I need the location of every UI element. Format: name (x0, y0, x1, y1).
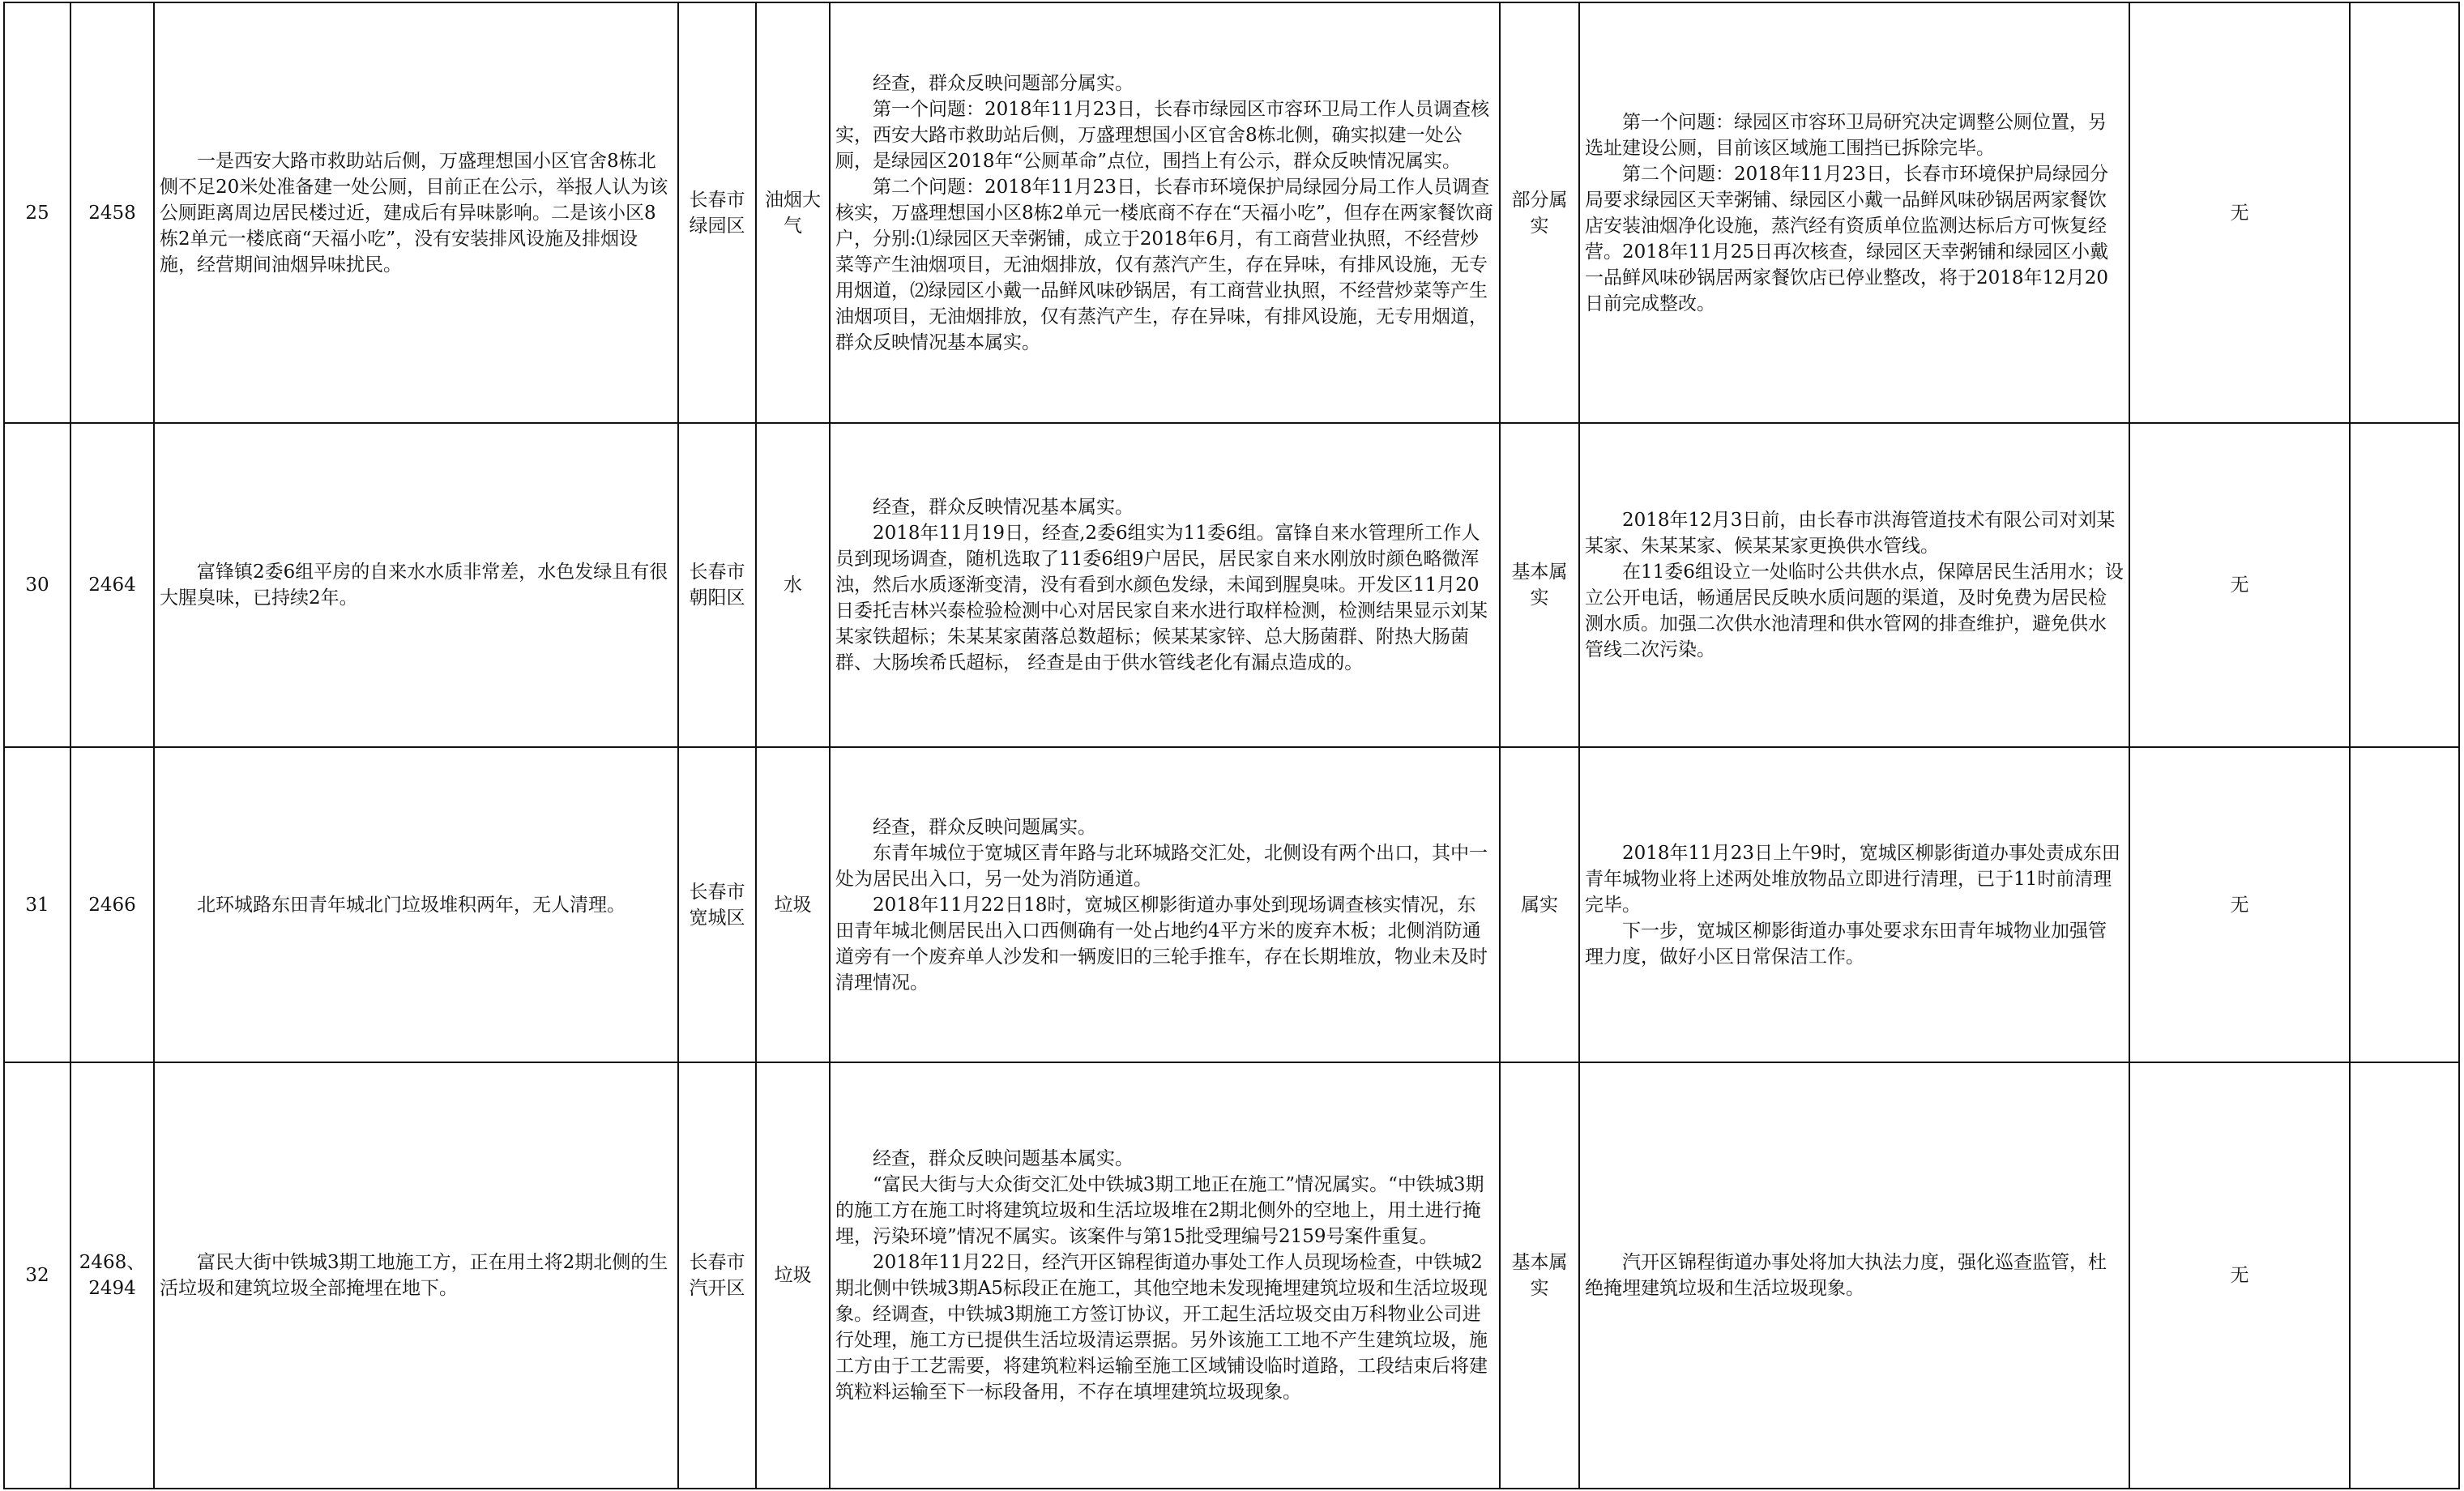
type-cell (756, 747, 830, 1062)
seq-cell: 30 (4, 423, 70, 747)
findings-paragraph: 经查，群众反映问题部分属实。 (873, 72, 1134, 94)
area-text: 长春市宽城区 (689, 881, 745, 929)
case-id-cell: 2468、2494 (70, 1062, 154, 1489)
findings-paragraph: 第二个问题：2018年11月23日，长春市环境保护局绿园分局工作人员调查核实，万盛理想国小区8栋2单元一楼底商不存在“天福小吃”，但存在两家餐饮商户，分别:⑴绿园区天幸粥铺，成立于2018年6月，有工商营业执照，不经营炒菜等产生油烟项目，无油烟排放，仅有蒸汽产生，存在异味，有排风设施，无专用烟道，⑵绿园区小戴一品鲜风味砂锅居，有工商营业执照，不经营炒菜等产生油烟项目，无油烟排放，仅有蒸汽产生，存在异味，有排风设施，无专用烟道，群众反映情况基本属实。 (835, 176, 1493, 353)
verdict-text: 基本属实 (1511, 1252, 1568, 1299)
findings-paragraph: 2018年11月19日，经查,2委6组实为11委6组。富锋自来水管理所工作人员到现场调查，随机选取了11委6组9户居民，居民家自来水刚放时颜色略微浑浊，然后水质逐渐变清，没有看到水颜色发绿，未闻到腥臭味。开发区11月20日委托吉林兴泰检验检测中心对居民家自来水进行取样检测，检测结果显示刘某某家铁超标；朱某某家菌落总数超标；候某某家锌、总大肠菌群、附热大肠菌群、大肠埃希氏超标， 经查是由于供水管线老化有漏点造成的。 (835, 523, 1488, 673)
actions-cell (1579, 1062, 2129, 1489)
findings-paragraph: 2018年11月22日，经汽开区锦程街道办事处工作人员现场检查，中铁城2期北侧中铁城3期A5标段正在施工，其他空地未发现掩埋建筑垃圾和生活垃圾现象。经调查，中铁城3期施工方签订协议，开工起生活垃圾交由万科物业公司进行处理，施工方已提供生活垃圾清运票据。另外该施工工地不产生建筑垃圾，施工方由于工艺需要，将建筑粒料运输至施工区域铺设临时道路，工段结束后将建筑粒料运输至下一标段备用，不存在填埋建筑垃圾现象。 (835, 1252, 1488, 1403)
complaint-cell (154, 2, 678, 423)
actions-paragraph: 汽开区锦程街道办事处将加大执法力度，强化巡查监管，杜绝掩埋建筑垃圾和生活垃圾现象。 (1585, 1252, 2107, 1299)
case-id-cell: 2458 (70, 2, 154, 423)
type-cell (756, 1062, 830, 1489)
seq-cell: 32 (4, 1062, 70, 1489)
area-cell (678, 1062, 756, 1489)
area-text: 长春市汽开区 (689, 1252, 745, 1299)
complaint-cell (154, 747, 678, 1062)
type-cell (756, 2, 830, 423)
findings-paragraph: 东青年城位于宽城区青年路与北环城路交汇处，北侧设有两个出口，其中一处为居民出入口，另一处为消防通道。 (835, 842, 1488, 890)
findings-paragraph: 第一个问题：2018年11月23日，长春市绿园区市容环卫局工作人员调查核实，西安大路市救助站后侧，万盛理想国小区官舍8栋北侧，确实拟建一处公厕，是绿园区2018年“公厕革命”点位，围挡上有公示，群众反映情况属实。 (835, 98, 1490, 172)
type-text: 水 (784, 575, 802, 596)
area-text: 长春市绿园区 (689, 189, 745, 237)
actions-paragraph: 在11委6组设立一处临时公共供水点，保障居民生活用水；设立公开电话，畅通居民反映水质问题的渠道，及时免费为居民检测水质。加强二次供水池清理和供水管网的排查维护，避免供水管线二次污染。 (1585, 562, 2124, 660)
area-text: 长春市朝阳区 (689, 562, 745, 609)
case-id-cell: 2466 (70, 747, 154, 1062)
complaint-cell (154, 1062, 678, 1489)
case-id-cell: 2464 (70, 423, 154, 747)
verdict-text: 属实 (1521, 894, 1558, 916)
accountability-cell: 无 (2129, 2, 2350, 423)
area-cell (678, 423, 756, 747)
findings-paragraph: 经查，群众反映问题基本属实。 (873, 1148, 1134, 1169)
verdict-cell (1500, 2, 1579, 423)
seq-cell: 25 (4, 2, 70, 423)
empty-cell (2350, 423, 2459, 747)
complaint-text: 一是西安大路市救助站后侧，万盛理想国小区官舍8栋北侧不足20米处准备建一处公厕，目前正在公示，举报人认为该公厕距离周边居民楼过近，建成后有异味影响。二是该小区8栋2单元一楼底商“天福小吃”，没有安装排风设施及排烟设施，经营期间油烟异味扰民。 (160, 150, 668, 276)
accountability-cell: 无 (2129, 747, 2350, 1062)
verdict-cell (1500, 423, 1579, 747)
type-text: 油烟大气 (765, 189, 821, 237)
accountability-cell: 无 (2129, 1062, 2350, 1489)
complaint-text: 北环城路东田青年城北门垃圾堆积两年，无人清理。 (197, 894, 626, 916)
empty-cell (2350, 1062, 2459, 1489)
findings-cell (830, 423, 1500, 747)
verdict-cell (1500, 747, 1579, 1062)
actions-cell (1579, 747, 2129, 1062)
seq-cell: 31 (4, 747, 70, 1062)
verdict-cell (1500, 1062, 1579, 1489)
actions-paragraph: 2018年11月23日上午9时，宽城区柳影街道办事处责成东田青年城物业将上述两处堆放物品立即进行清理，已于11时前清理完毕。 (1585, 842, 2120, 916)
findings-paragraph: 经查，群众反映情况基本属实。 (873, 497, 1134, 518)
complaint-cell (154, 423, 678, 747)
actions-paragraph: 2018年12月3日前，由长春市洪海管道技术有限公司对刘某某家、朱某某家、候某某家更换供水管线。 (1585, 510, 2116, 557)
area-cell (678, 2, 756, 423)
actions-cell (1579, 2, 2129, 423)
verdict-text: 基本属实 (1511, 562, 1568, 609)
table-row (4, 1062, 2459, 1489)
findings-paragraph: 2018年11月22日18时，宽城区柳影街道办事处到现场调查核实情况，东田青年城北侧居民出入口西侧确有一处占地约4平方米的废弃木板；北侧消防通道旁有一个废弃单人沙发和一辆废旧的三轮手推车，存在长期堆放，物业未及时清理情况。 (835, 894, 1488, 993)
findings-cell (830, 747, 1500, 1062)
verdict-text: 部分属实 (1511, 189, 1568, 237)
empty-cell (2350, 2, 2459, 423)
table-row (4, 747, 2459, 1062)
actions-paragraph: 第一个问题：绿园区市容环卫局研究决定调整公厕位置，另选址建设公厕，目前该区域施工围挡已拆除完毕。 (1585, 111, 2107, 159)
findings-paragraph: 经查，群众反映问题属实。 (873, 816, 1096, 838)
table-row (4, 423, 2459, 747)
table-row (4, 2, 2459, 423)
complaint-text: 富民大街中铁城3期工地施工方，正在用土将2期北侧的生活垃圾和建筑垃圾全部掩埋在地下。 (160, 1252, 668, 1299)
type-cell (756, 423, 830, 747)
empty-cell (2350, 747, 2459, 1062)
accountability-cell: 无 (2129, 423, 2350, 747)
actions-paragraph: 下一步，宽城区柳影街道办事处要求东田青年城物业加强管理力度，做好小区日常保洁工作。 (1585, 920, 2107, 968)
complaint-text: 富锋镇2委6组平房的自来水水质非常差，水色发绿且有很大腥臭味，已持续2年。 (160, 562, 668, 609)
findings-cell (830, 1062, 1500, 1489)
findings-cell (830, 2, 1500, 423)
rectification-table (3, 2, 2460, 1489)
area-cell (678, 747, 756, 1062)
type-text: 垃圾 (774, 1265, 812, 1286)
actions-paragraph: 第二个问题：2018年11月23日，长春市环境保护局绿园分局要求绿园区天幸粥铺、绿园区小戴一品鲜风味砂锅居两家餐饮店安装油烟净化设施，蒸汽经有资质单位监测达标后方可恢复经营。2018年11月25日再次核查，绿园区天幸粥铺和绿园区小戴一品鲜风味砂锅居两家餐饮店已停业整改，将于2018年12月20日前完成整改。 (1585, 163, 2109, 314)
actions-cell (1579, 423, 2129, 747)
type-text: 垃圾 (774, 894, 812, 916)
findings-paragraph: “富民大街与大众街交汇处中铁城3期工地正在施工”情况属实。“中铁城3期的施工方在施工时将建筑垃圾和生活垃圾堆在2期北侧外的空地上，用土进行掩埋，污染环境”情况不属实。该案件与第15批受理编号2159号案件重复。 (835, 1174, 1484, 1247)
